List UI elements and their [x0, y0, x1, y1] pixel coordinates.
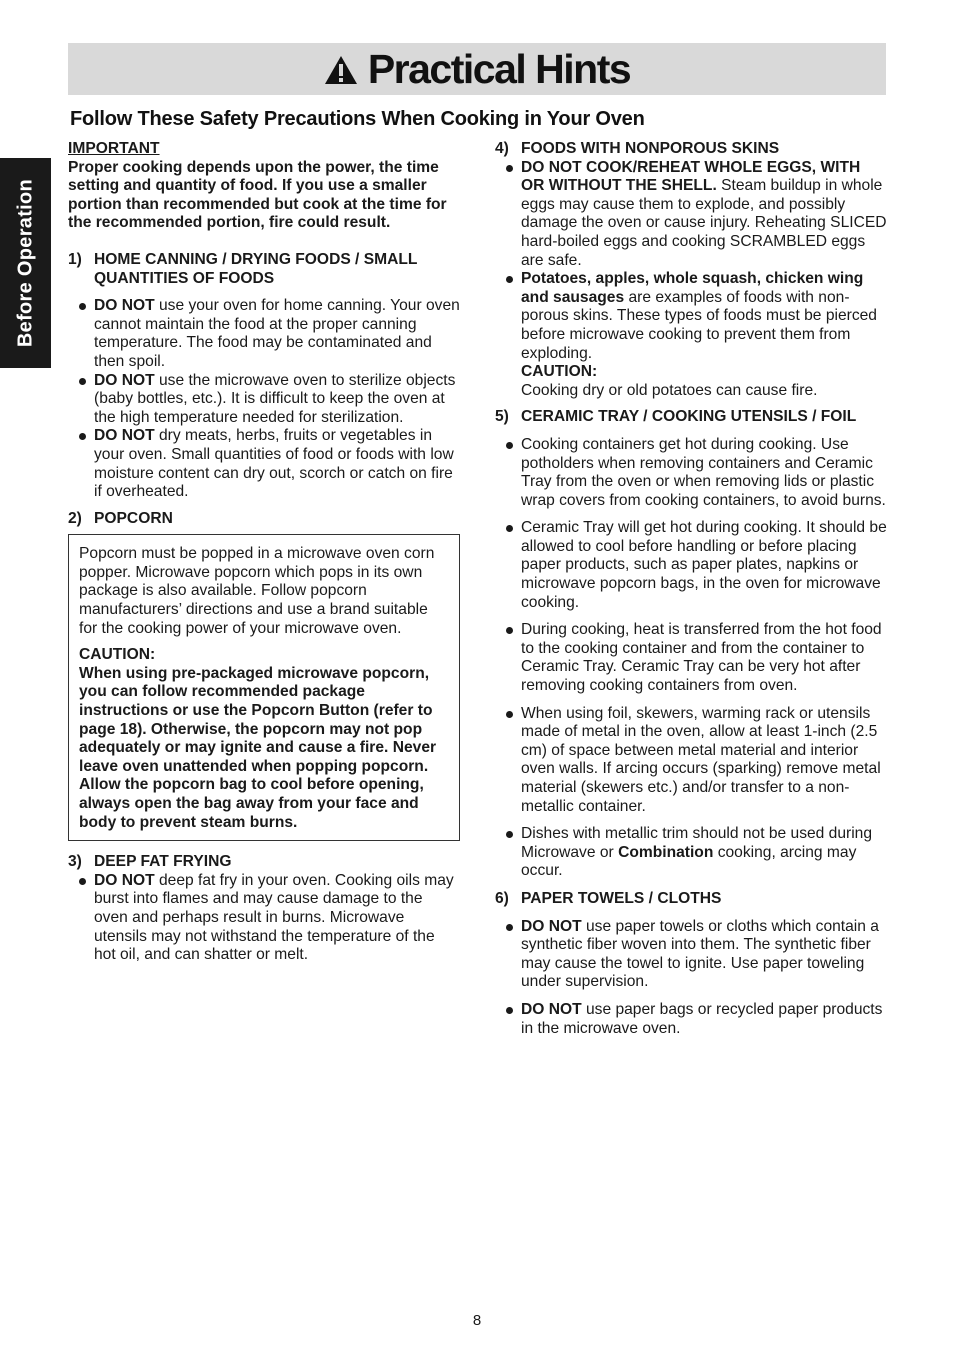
caution-label: CAUTION:: [79, 646, 156, 664]
bullet-icon: [79, 303, 86, 310]
section-title: POPCORN: [94, 509, 173, 527]
bullet-lead: DO NOT: [94, 297, 155, 315]
bullet-text: During cooking, heat is transferred from the hot food to the cooking container and from the container to Ceramic Tray. Ceramic Tray can be very hot after removing cooking containers from oven.: [521, 621, 882, 695]
list-item: [68, 427, 460, 501]
list-item: [495, 621, 888, 695]
bullet-text: When using foil, skewers, warming rack or utensils made of metal in the oven, allow at least 1-inch (2.5 cm) of space between metal material and interior oven walls. If arcing occurs (sparking) remove metal material (skewers etc.) and/or transfer to a non-metallic container.: [521, 704, 881, 815]
section-title: HOME CANNING / DRYING FOODS / SMALL QUANTITIES OF FOODS: [94, 250, 418, 287]
section-number: 5): [495, 408, 509, 426]
list-item: [495, 918, 888, 992]
page-title: Practical Hints: [367, 45, 631, 92]
section-heading: Follow These Safety Precautions When Cooking in Your Oven: [70, 108, 645, 130]
section-number: 6): [495, 889, 509, 907]
section-5-heading: [495, 408, 888, 427]
popcorn-text: Popcorn must be popped in a microwave oven corn popper. Microwave popcorn which pops in its own package is also available. Follow popcorn manufacturers’ directions and use a brand suitable for the cooking power of your microwave oven.: [79, 545, 435, 637]
bullet-lead: DO NOT: [521, 917, 582, 935]
right-column: [495, 140, 888, 1038]
section-title: CERAMIC TRAY / COOKING UTENSILS / FOIL: [521, 408, 857, 426]
bullet-lead: DO NOT: [94, 427, 155, 445]
section-4-heading: [495, 140, 888, 159]
bullet-icon: [79, 378, 86, 385]
list-item: [495, 436, 888, 510]
title-bar: [68, 43, 886, 95]
bullet-icon: [506, 627, 513, 634]
bullet-text: Steam buildup in whole eggs may cause them to explode, and possibly damage the oven or cause injury. Reheating SLICED hard-boiled eggs and cooking SCRAMBLED eggs are safe.: [521, 177, 887, 269]
bullet-icon: [506, 276, 513, 283]
section-title: PAPER TOWELS / CLOTHS: [521, 889, 722, 907]
bullet-text: Cooking containers get hot during cooking. Use potholders when removing containers and Ceramic Tray from the oven or when removing lids or plastic wrap covers from cooking containers, to avoid burns.: [521, 435, 886, 509]
bullet-icon: [506, 711, 513, 718]
popcorn-box: [68, 534, 460, 841]
bullet-lead: DO NOT: [94, 371, 155, 389]
bullet-icon: [506, 442, 513, 449]
bullet-icon: [506, 831, 513, 838]
list-item: [68, 872, 460, 965]
caution-text: When using pre-packaged microwave popcorn, you can follow recommended package instructions or use the Popcorn Button (refer to page 18). Otherwise, the popcorn may not pop adequately or may ignite and cause a fire. Never leave oven unattended when popping popcorn. Allow the popcorn bag to cool before opening, always open the bag away from your face and body to prevent steam burns.: [79, 664, 437, 831]
list-item: [495, 1001, 888, 1038]
list-item: [495, 705, 888, 817]
side-tab: [0, 158, 51, 368]
bullet-text: Ceramic Tray will get hot during cooking. It should be allowed to cool before handling or before placing paper products, such as paper plates, napkins or microwave popcorn bags, in the oven for microwave cooking.: [521, 519, 887, 611]
bullet-text: use the microwave oven to sterilize objects (baby bottles, etc.). It is difficult to keep the oven at the high temperature needed for sterilization.: [94, 371, 456, 426]
bullet-icon: [506, 924, 513, 931]
list-item: [495, 519, 888, 612]
section-3-heading: [68, 853, 460, 872]
list-item: [495, 270, 888, 363]
section-title: DEEP FAT FRYING: [94, 853, 232, 871]
bullet-text: deep fat fry in your oven. Cooking oils may burst into flames and may cause damage to the oven and perhaps result in burns. Microwave utensils may not withstand the temperature of the hot oil, and can shatter or melt.: [94, 871, 454, 964]
list-item: [68, 372, 460, 428]
important-text: Proper cooking depends upon the power, the time setting and quantity of food. If you use a smaller portion than recommended but cook at the time for the recommended portion, fire could result.: [68, 158, 447, 232]
bullet-text: use your oven for home canning. Your oven cannot maintain the food at the proper canning temperature. The food may be contaminated and then spoil.: [94, 297, 460, 370]
section-number: 3): [68, 853, 82, 871]
bullet-text: Dishes with metallic trim should not be used during Microwave or: [521, 825, 873, 861]
bullet-lead: DO NOT: [521, 1000, 582, 1018]
bullet-icon: [506, 1007, 513, 1014]
bullet-lead: DO NOT: [94, 871, 155, 889]
bullet-icon: [79, 433, 86, 440]
page-number: 8: [472, 1312, 482, 1329]
list-item: [495, 159, 888, 271]
warning-triangle-icon: [324, 55, 358, 85]
side-tab-label: Before Operation: [14, 178, 36, 348]
bullet-text: use paper towels or cloths which contain a synthetic fiber woven into them. The synthetic fiber may cause the towel to ignite. Use paper toweling under supervision.: [521, 917, 879, 991]
bullet-lead: Potatoes, apples, whole squash, chicken wing and sausages: [521, 270, 864, 306]
bullet-icon: [506, 165, 513, 172]
bullet-text: are examples of foods with non-porous skins. These types of foods must be pierced before microwave cooking to prevent them from exploding.: [521, 288, 877, 362]
list-item: [68, 297, 460, 371]
section-number: 4): [495, 140, 509, 157]
section-1-heading: [68, 251, 460, 288]
section-2-heading: [68, 510, 460, 529]
bullet-bold: Combination: [618, 843, 714, 861]
bullet-text: cooking, arcing may occur.: [521, 843, 857, 880]
bullet-text: use paper bags or recycled paper products in the microwave oven.: [521, 1000, 883, 1037]
bullet-lead: DO NOT COOK/REHEAT WHOLE EGGS, WITH OR WITHOUT THE SHELL.: [521, 158, 861, 195]
list-item: [495, 825, 888, 881]
section-number: 1): [68, 250, 82, 268]
left-column: [68, 140, 460, 965]
bullet-icon: [506, 525, 513, 532]
caution-text: Cooking dry or old potatoes can cause fire.: [521, 381, 818, 399]
section-6-heading: [495, 890, 888, 909]
bullet-icon: [79, 878, 86, 885]
bullet-text: dry meats, herbs, fruits or vegetables in your oven. Small quantities of food or foods with low moisture content can dry out, scorch or catch on fire if overheated.: [94, 427, 454, 501]
important-label: IMPORTANT: [68, 140, 160, 157]
caution-label: CAUTION:: [521, 363, 598, 381]
section-title: FOODS WITH NONPOROUS SKINS: [521, 140, 780, 157]
section-number: 2): [68, 509, 82, 527]
